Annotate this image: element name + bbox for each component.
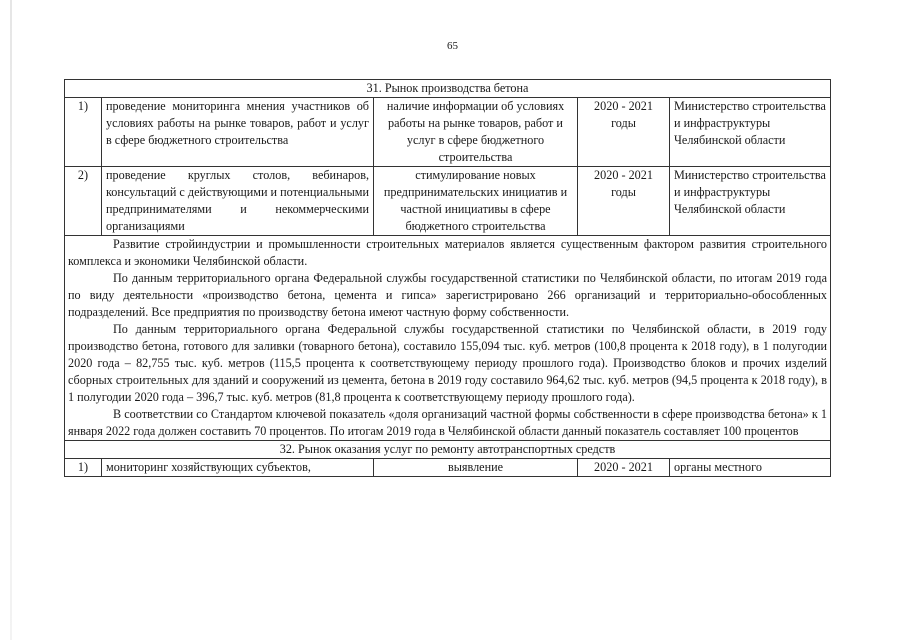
table-row [65,98,830,167]
section-31-title: 31. Рынок производства бетона [65,80,830,98]
row-action: мониторинг хозяйствующих субъектов, [102,459,374,476]
row-number: 2) [65,167,102,235]
paragraph: В соответствии со Стандартом ключевой показатель «доля организаций частной формы собственности в сфере производства бетона» к 1 января 2022 года должен составить 70 процентов. По итогам 2019 года в Челябинской области данный показатель составляет 100 процентов [68,407,827,438]
paragraph: Развитие стройиндустрии и промышленности строительных материалов является существенным фактором развития строительного комплекса и экономики Челябинской области. [68,237,827,268]
table-row [65,167,830,236]
row-number: 1) [65,98,102,166]
row-result: выявление [374,459,578,476]
scan-edge-shadow [10,0,12,640]
paragraph: По данным территориального органа Федеральной службы государственной статистики по Челябинской области, в 2019 году производство бетона, готового для заливки (товарного бетона), составило 155,094 тыс. куб. метров (100,8 процента к 2018 году), в 1 полугодии 2020 года – 82,755 тыс. куб. метров (115,5 процента к соответствующему периоду прошлого года). Производство блоков и прочих изделий сборных строительных для зданий и сооружений из цемента, бетона в 2019 году составило 964,62 тыс. куб. метров (94,5 процента к 2018 году), в 1 полугодии 2020 года – 396,7 тыс. куб. метров (81,8 процента к соответствующему периоду прошлого года). [68,322,827,404]
row-action: проведение круглых столов, вебинаров, консультаций с действующими и потенциальными предпринимателями и некоммерческими организациями [102,167,374,235]
paragraph: По данным территориального органа Федеральной службы государственной статистики по Челябинской области, по итогам 2019 года по виду деятельности «производство бетона, цемента и гипса» зарегистрировано 266 организаций и территориально-обособленных подразделений. Все предприятия по производству бетона имеют частную форму собственности. [68,271,827,319]
row-responsible: Министерство строительства и инфраструктуры Челябинской области [674,99,826,147]
row-action: проведение мониторинга мнения участников об условиях работы на рынке товаров, работ и услуг в сфере бюджетного строительства [102,98,374,166]
page-number: 65 [447,40,458,52]
row-term: 2020 - 2021 годы [578,98,670,166]
row-number: 1) [65,459,102,476]
row-term: 2020 - 2021 годы [578,167,670,235]
document-table [64,79,831,477]
row-result: стимулирование новых предпринимательских инициатив и частной инициативы в сфере бюджетного строительства [374,167,578,235]
section-32-title: 32. Рынок оказания услуг по ремонту автотранспортных средств [65,441,830,459]
section-31-text [65,236,830,441]
row-responsible: органы местного [674,460,762,474]
row-result: наличие информации об условиях работы на рынке товаров, работ и услуг в сфере бюджетного строительства [374,98,578,166]
row-responsible: Министерство строительства и инфраструктуры Челябинской области [674,168,826,216]
table-row [65,459,830,477]
row-term: 2020 - 2021 [578,459,670,476]
